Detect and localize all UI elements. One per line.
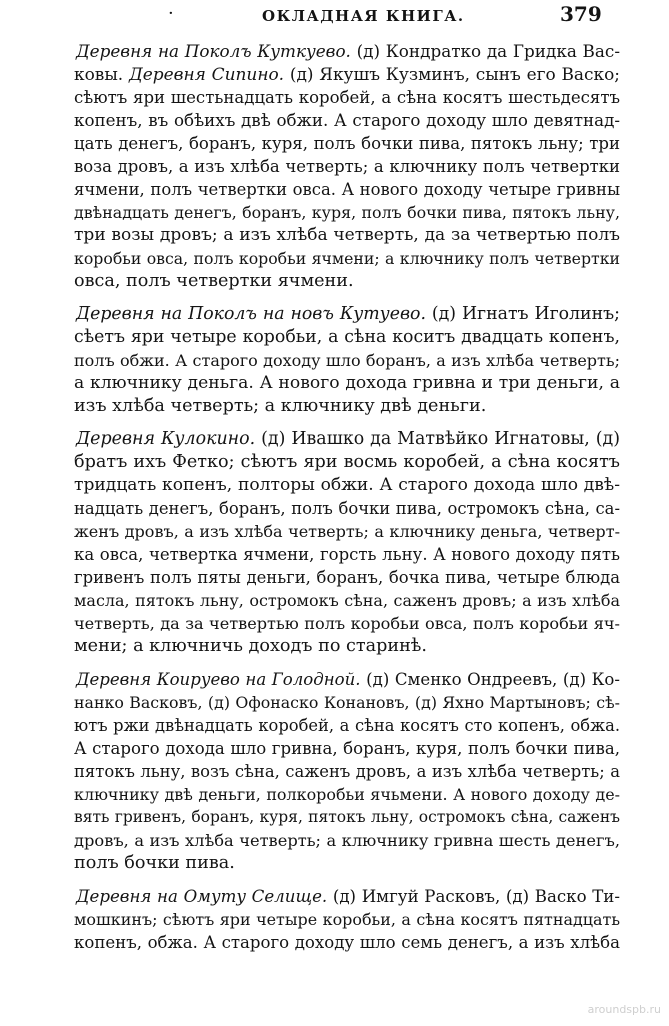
village-heading: Деревня на Поколъ Куткуево. (76, 41, 351, 61)
text-line (74, 201, 620, 224)
body-text (74, 40, 620, 964)
text-run: полъ обжи. А старого доходу шло боранъ, а изъ хлѣба четверть; (74, 351, 620, 370)
paragraph (74, 428, 620, 658)
text-run: масла, пятокъ льну, остромокъ сѣна, саженъ дровъ; а изъ хлѣба (74, 591, 620, 610)
text-line (74, 63, 620, 86)
text-run: мени; а ключничь доходъ по старинѣ. (74, 636, 427, 656)
text-run: женъ дровъ, а изъ хлѣба четверть; а ключнику деньга, четверт- (74, 522, 620, 541)
text-line (74, 714, 620, 737)
text-line (74, 589, 620, 612)
text-run: (д) Сменко Ондреевъ, (д) Ко- (360, 670, 620, 689)
text-line (74, 635, 620, 658)
text-run: изъ хлѣба четверть; а ключнику двѣ деньги. (74, 396, 487, 416)
text-run: (д) Якушъ Кузминъ, сынъ его Васко; (284, 64, 620, 84)
watermark: aroundspb.ru (587, 1003, 661, 1016)
text-line (74, 737, 620, 760)
text-run: двѣнадцать денегъ, боранъ, куря, полъ бочки пива, пятокъ льну, (74, 203, 620, 222)
village-heading: Деревня на Омуту Селище. (76, 887, 328, 906)
text-line (74, 247, 620, 270)
text-line (74, 109, 620, 132)
text-run: надцать денегъ, боранъ, полъ бочки пива, остромокъ сѣна, са- (74, 499, 620, 518)
text-line (74, 885, 620, 908)
text-run: пятокъ льну, возъ сѣна, саженъ дровъ, а изъ хлѣба четверть; а (74, 762, 620, 781)
header-mark: · (168, 3, 174, 24)
text-line (74, 566, 620, 589)
paragraph (74, 885, 620, 954)
text-run: три возы дровъ; а изъ хлѣба четверть, да за четвертью полъ (74, 225, 620, 245)
text-run: овса, полъ четвертки ячмени. (74, 271, 354, 291)
text-run: ютъ ржи двѣнадцать коробей, а сѣна косятъ сто копенъ, обжа. (74, 716, 620, 735)
text-run: дровъ, а изъ хлѣба четверть; а ключнику гривна шесть денегъ, (74, 831, 620, 850)
paragraph (74, 303, 620, 418)
text-line (74, 224, 620, 247)
text-line (74, 132, 620, 155)
text-line (74, 395, 620, 418)
text-run: цать денегъ, боранъ, куря, полъ бочки пива, пятокъ льну; три (74, 134, 620, 153)
text-run: воза дровъ, а изъ хлѣба четверть; а ключнику полъ четвертки (74, 157, 620, 176)
text-line (74, 520, 620, 543)
text-run: нанко Васковъ, (д) Офонаско Конановъ, (д) Яхно Мартыновъ; сѣ- (74, 693, 620, 712)
text-line (74, 155, 620, 178)
text-run: (д) Кондратко да Гридка Вас- (350, 41, 620, 61)
text-run: А старого дохода шло гривна, боранъ, куря, полъ бочки пива, (74, 739, 620, 758)
page-number: 379 (560, 2, 602, 26)
text-line (74, 451, 620, 474)
text-run: копенъ, обжа. А старого доходу шло семь денегъ, а изъ хлѣба (74, 933, 620, 952)
text-run: (д) Ивашко да Матвѣйко Игнатовы, (д) (255, 429, 621, 449)
text-run: гривенъ полъ пяты деньги, боранъ, бочка пива, четыре блюда (74, 568, 620, 587)
text-line (74, 931, 620, 954)
paragraph (74, 40, 620, 293)
text-line (74, 668, 620, 691)
text-line (74, 908, 620, 931)
text-line (74, 760, 620, 783)
village-heading: Деревня Кулокино. (76, 429, 256, 449)
text-run: братъ ихъ Фетко; сѣютъ яри восмь коробей, а сѣна косятъ (74, 452, 620, 472)
text-run: коробьи овса, полъ коробьи ячмени; а ключнику полъ четвертки (74, 249, 620, 268)
text-run: вять гривенъ, боранъ, куря, пятокъ льну, остромокъ сѣна, саженъ (74, 808, 620, 826)
text-run: копенъ, въ обѣихъ двѣ обжи. А старого доходу шло девятнад- (74, 110, 620, 130)
village-heading: Деревня на Поколъ на новъ Кутуево. (76, 304, 426, 324)
text-line (74, 40, 620, 63)
village-heading: Деревня Сипино. (128, 64, 285, 84)
text-line (74, 829, 620, 852)
text-line (74, 428, 620, 451)
text-run: ключнику двѣ деньги, полкоробьи ячьмени. А нового доходу де- (74, 785, 620, 804)
text-run: (д) Игнатъ Иголинъ; (425, 304, 620, 324)
text-run: тридцать копенъ, полторы обжи. А старого дохода шло двѣ- (74, 475, 620, 495)
text-line (74, 86, 620, 109)
text-run: ковы. (74, 64, 129, 84)
running-title: ОКЛАДНАЯ КНИГА. (262, 7, 465, 25)
text-line (74, 612, 620, 635)
text-run: полъ бочки пива. (74, 853, 235, 873)
running-head (0, 2, 669, 28)
text-run: (д) Имгуй Расковъ, (д) Васко Ти- (327, 887, 620, 906)
text-line (74, 691, 620, 714)
text-line (74, 303, 620, 326)
text-run: а ключнику деньга. А нового дохода гривна и три деньги, а (74, 373, 620, 393)
text-run: сѣютъ яри шестьнадцать коробей, а сѣна косятъ шестьдесятъ (74, 88, 620, 107)
text-line (74, 270, 620, 293)
text-line (74, 497, 620, 520)
village-heading: Деревня Коируево на Голодной. (76, 670, 361, 689)
text-run: четверть, да за четвертью полъ коробьи овса, полъ коробьи яч- (74, 614, 620, 633)
text-run: ка овса, четвертка ячмени, горсть льну. А нового доходу пять (74, 545, 620, 564)
text-line (74, 806, 620, 829)
paragraph (74, 668, 620, 875)
text-line (74, 326, 620, 349)
text-line (74, 349, 620, 372)
text-line (74, 178, 620, 201)
text-line (74, 474, 620, 497)
text-line (74, 372, 620, 395)
text-line (74, 543, 620, 566)
text-run: мошкинъ; сѣютъ яри четыре коробьи, а сѣна косятъ пятнадцать (74, 910, 620, 929)
text-line (74, 783, 620, 806)
text-run: сѣетъ яри четыре коробьи, а сѣна коситъ двадцать копенъ, (74, 327, 620, 347)
text-line (74, 852, 620, 875)
text-run: ячмени, полъ четвертки овса. А нового доходу четыре гривны (74, 180, 620, 199)
